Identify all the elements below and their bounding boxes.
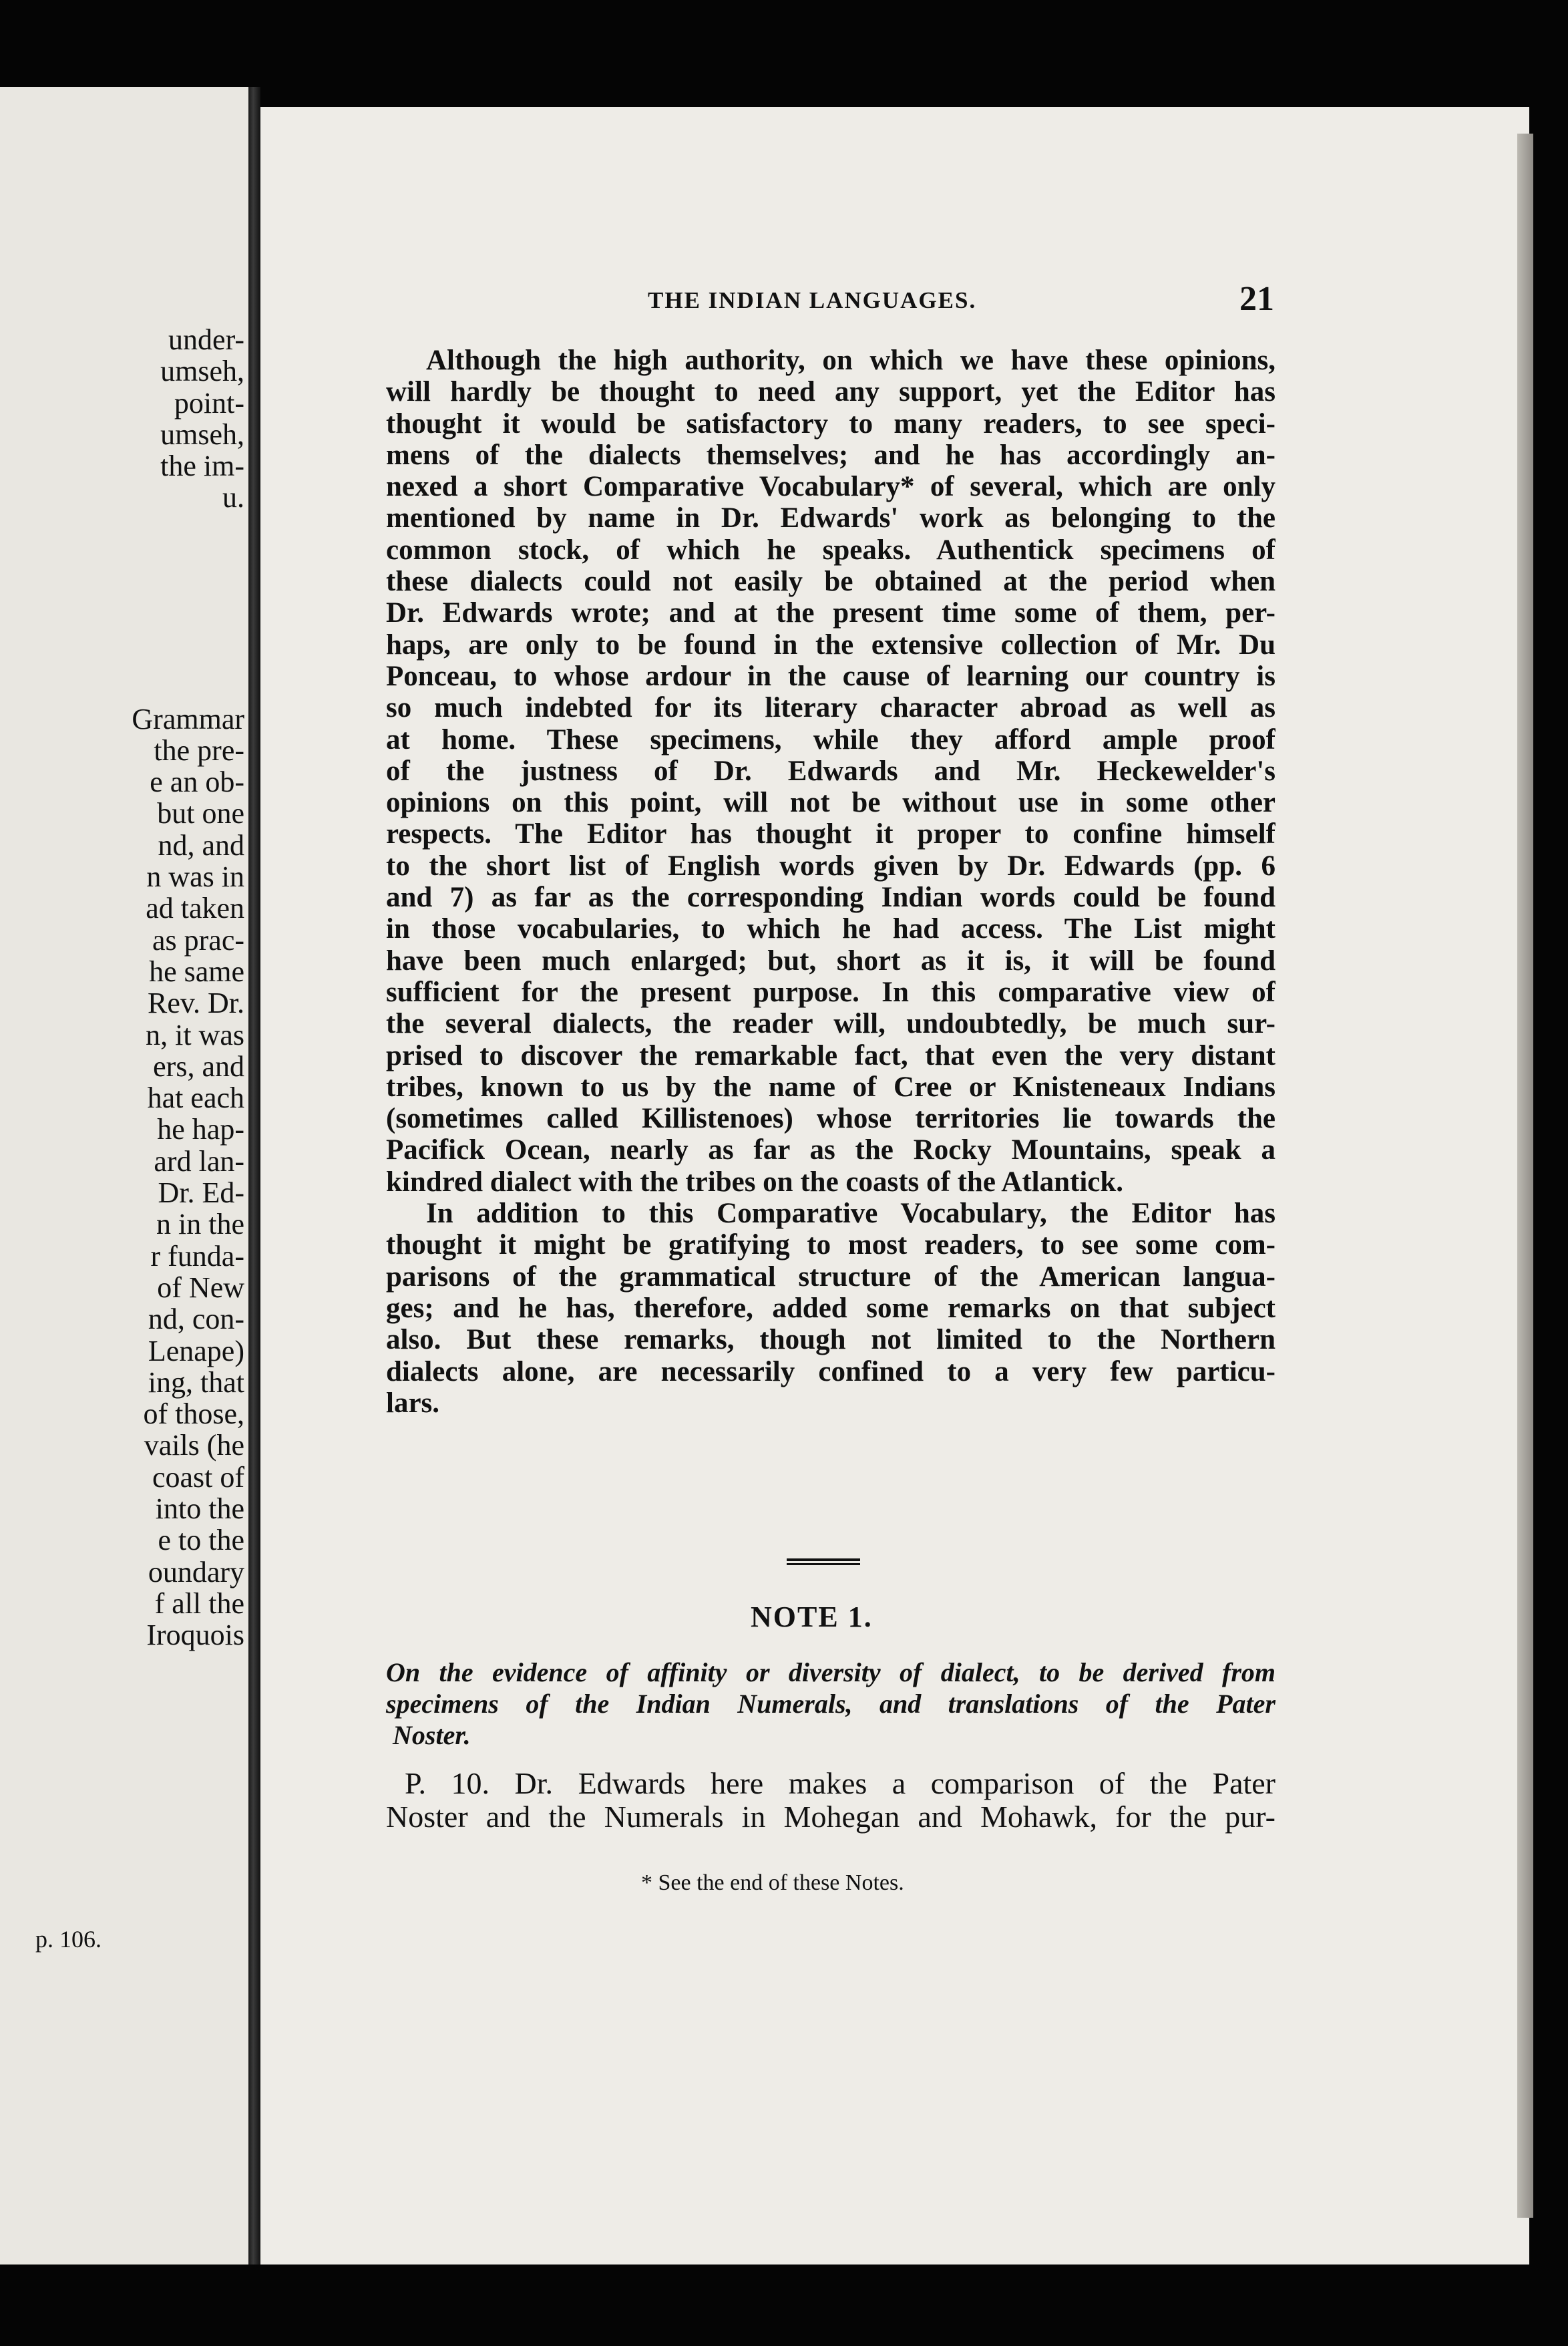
paragraph-1-line: mentioned by name in Dr. Edwards' work as belonging to the: [386, 502, 1276, 534]
paragraph-1-line: of the justness of Dr. Edwards and Mr. Heckewelder's: [386, 755, 1276, 787]
left-page-line: the im-: [160, 450, 244, 483]
left-page-line: umseh,: [160, 355, 244, 388]
left-page-line: coast of: [152, 1460, 244, 1494]
left-page-line: Dr. Ed-: [158, 1176, 244, 1210]
paragraph-1-line: to the short list of English words given by Dr. Edwards (pp. 6: [386, 850, 1276, 882]
paragraph-1-line: nexed a short Comparative Vocabulary* of several, which are only: [386, 471, 1276, 503]
left-page-line: he same: [149, 955, 244, 988]
paragraph-1-line: Pacifick Ocean, nearly as far as the Rocky Mountains, speak a: [386, 1134, 1276, 1166]
left-page-line: ard lan-: [154, 1144, 244, 1178]
left-page-line: n, it was: [146, 1018, 244, 1051]
left-page-line: r funda-: [150, 1239, 244, 1273]
book-gutter: [248, 87, 260, 2265]
left-page-line: oundary: [148, 1555, 244, 1588]
left-page-line: Rev. Dr.: [147, 987, 244, 1020]
paragraph-1-line: in those vocabularies, to which he had access. The List might: [386, 913, 1276, 945]
left-page-line: he hap-: [157, 1113, 244, 1146]
left-page-line: the pre-: [154, 733, 244, 767]
left-page: [0, 87, 248, 2265]
left-page-line: ing, that: [148, 1365, 244, 1399]
left-page-line: [4, 671, 244, 703]
left-page-line: nd, and: [158, 828, 244, 862]
section-rule: [787, 1558, 860, 1565]
paragraph-1-line: respects. The Editor has thought it proper to confine himself: [386, 818, 1276, 850]
left-page-line: [4, 576, 244, 608]
paragraph-2-line: thought it might be gratifying to most readers, to see some com-: [386, 1229, 1276, 1261]
paragraph-1-line: Ponceau, to whose ardour in the cause of learning our country is: [386, 660, 1276, 692]
paragraph-1-line: tribes, known to us by the name of Cree or Knisteneaux Indians: [386, 1071, 1276, 1103]
paragraph-2-line: dialects alone, are necessarily confined to a very few particu-: [386, 1355, 1276, 1387]
paragraph-1-line: the several dialects, the reader will, undoubtedly, be much sur-: [386, 1008, 1276, 1040]
left-page-line: n was in: [146, 860, 244, 894]
left-page-line: e to the: [158, 1524, 244, 1557]
left-page-line: ers, and: [153, 1049, 244, 1083]
paragraph-2-line: lars.: [386, 1387, 440, 1419]
left-page-line: but one: [157, 797, 244, 830]
left-page-line: as prac-: [152, 923, 244, 957]
note-subject: [386, 1657, 1276, 1751]
paragraph-2-line: also. But these remarks, though not limited to the Northern: [386, 1324, 1276, 1356]
footnote: * See the end of these Notes.: [641, 1870, 904, 1895]
paragraph-2-line: In addition to this Comparative Vocabulary, the Editor has: [426, 1198, 1276, 1230]
page-number: 21: [1239, 280, 1274, 318]
left-page-line: vails (he: [144, 1429, 244, 1462]
left-page-line: of those,: [143, 1397, 244, 1431]
note-paragraph-line: Noster and the Numerals in Mohegan and Mohawk, for the pur-: [386, 1800, 1276, 1834]
paragraph-1-line: have been much enlarged; but, short as it is, it will be found: [386, 945, 1276, 977]
left-page-line: umseh,: [160, 417, 244, 451]
note-subject-line: On the evidence of affinity or diversity of dialect, to be derived from: [386, 1657, 1276, 1687]
paragraph-2-line: ges; and he has, therefore, added some remarks on that subject: [386, 1292, 1276, 1324]
paragraph-1-line: kindred dialect with the tribes on the coasts of the Atlantick.: [386, 1166, 1124, 1198]
left-page-line: Iroquois: [146, 1619, 244, 1652]
page-edge-shadow: [1517, 134, 1533, 2218]
left-page-line: [4, 640, 244, 671]
paragraph-1-line: haps, are only to be found in the extensive collection of Mr. Du: [386, 629, 1276, 661]
left-page-line: [4, 609, 244, 640]
paragraph-1-line: Although the high authority, on which we have these opinions,: [426, 345, 1276, 376]
left-page-line: [4, 514, 244, 545]
left-page-footnote: p. 106.: [35, 1926, 102, 1953]
left-page-line: hat each: [147, 1081, 244, 1115]
paragraph-1-line: Dr. Edwards wrote; and at the present time some of them, per-: [386, 597, 1276, 629]
paragraph-1-line: sufficient for the present purpose. In this comparative view of: [386, 976, 1276, 1008]
left-page-line: f all the: [154, 1586, 244, 1620]
paragraph-1-line: opinions on this point, will not be without use in some other: [386, 787, 1276, 819]
left-page-line: into the: [155, 1492, 244, 1525]
note-subject-line: specimens of the Indian Numerals, and translations of the Pater: [386, 1689, 1276, 1719]
left-page-line: under-: [168, 323, 244, 356]
paragraph-1-line: common stock, of which he speaks. Authentick specimens of: [386, 534, 1276, 566]
left-page-line: u.: [222, 481, 244, 514]
left-page-line: e an ob-: [150, 766, 244, 799]
left-page-line: Lenape): [148, 1334, 244, 1367]
left-page-line: ad taken: [146, 892, 244, 925]
paragraph-1-line: at home. These specimens, while they afford ample proof: [386, 723, 1276, 756]
paragraph-1-line: these dialects could not easily be obtained at the period when: [386, 566, 1276, 598]
left-page-line: point-: [174, 386, 244, 420]
paragraph-1-line: (sometimes called Killistenoes) whose territories lie towards the: [386, 1103, 1276, 1135]
note-subject-line: Noster.: [393, 1720, 471, 1750]
left-page-text: [4, 324, 244, 1651]
note-heading: NOTE 1.: [751, 1601, 873, 1633]
note-paragraph: [386, 1767, 1276, 1834]
left-page-line: of New: [157, 1271, 244, 1304]
left-page-line: Grammar: [132, 702, 244, 735]
left-page-line: n in the: [156, 1208, 244, 1241]
left-page-line: nd, con-: [148, 1303, 244, 1336]
paragraph-2-line: parisons of the grammatical structure of the American langua-: [386, 1261, 1276, 1293]
left-page-line: [4, 545, 244, 576]
paragraph-1-line: thought it would be satisfactory to many readers, to see speci-: [386, 407, 1276, 440]
paragraph-1-line: and 7) as far as the corresponding Indian words could be found: [386, 882, 1276, 914]
paragraph-1-line: will hardly be thought to need any support, yet the Editor has: [386, 376, 1276, 408]
paragraph-1-line: so much indebted for its literary character abroad as well as: [386, 692, 1276, 724]
paragraph-1-line: mens of the dialects themselves; and he has accordingly an-: [386, 439, 1276, 471]
paragraph-1-line: prised to discover the remarkable fact, that even the very distant: [386, 1039, 1276, 1071]
running-head: THE INDIAN LANGUAGES.: [648, 287, 977, 313]
body-text: [386, 345, 1276, 1419]
note-paragraph-line: P. 10. Dr. Edwards here makes a comparison of the Pater: [405, 1766, 1276, 1800]
